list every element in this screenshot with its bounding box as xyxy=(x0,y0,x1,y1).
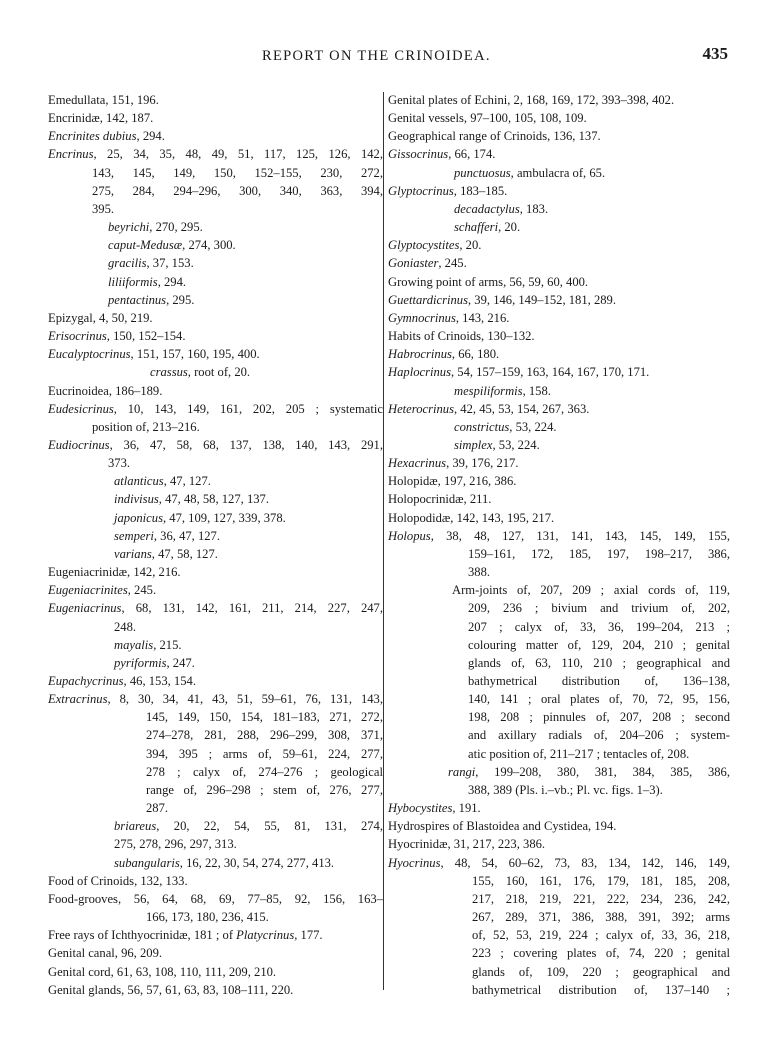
index-left-entry: liliiformis, 294. xyxy=(108,274,187,289)
index-right-entry: 217, 218, 219, 221, 222, 234, 236, 242, xyxy=(472,891,730,906)
index-left-entry: japonicus, 47, 109, 127, 339, 378. xyxy=(114,510,286,525)
index-left-entry: mayalis, 215. xyxy=(114,637,182,652)
index-left-entry: 394, 395 ; arms of, 59–61, 224, 277, xyxy=(146,746,383,761)
index-left-entry: 275, 284, 294–296, 300, 340, 363, 394, xyxy=(92,183,383,198)
index-right-entry: Holopidæ, 197, 216, 386. xyxy=(388,474,517,489)
index-left-entry: Genital glands, 56, 57, 61, 63, 83, 108–111, 220. xyxy=(48,982,294,997)
index-right-entry: Holopus, 38, 48, 127, 131, 141, 143, 145, 149, 155, xyxy=(388,528,730,543)
index-right-entry: schafferi, 20. xyxy=(454,220,521,235)
index-left-entry: crassus, root of, 20. xyxy=(150,365,251,380)
index-right-entry: and axillary radials of, 204–206 ; system- xyxy=(468,728,730,743)
index-left-entry: 287. xyxy=(146,801,169,816)
index-right-entry: bathymetrical distribution of, 136–138, xyxy=(468,674,730,688)
index-left-entry: Eugeniacrinites, 245. xyxy=(48,583,157,598)
index-left-entry: Free rays of Ichthyocrinidæ, 181 ; of Platycrinus, 177. xyxy=(48,928,323,943)
index-left-entry: Encrinidæ, 142, 187. xyxy=(48,111,154,126)
page-header xyxy=(0,42,776,66)
index-right-entry: Hexacrinus, 39, 176, 217. xyxy=(388,456,519,471)
index-right-entry: Genital vessels, 97–100, 105, 108, 109. xyxy=(388,111,587,126)
index-left-entry: 275, 278, 296, 297, 313. xyxy=(114,837,237,852)
index-left-entry: 248. xyxy=(114,619,137,634)
index-left-entry: range of, 296–298 ; stem of, 276, 277, xyxy=(146,782,383,797)
index-right-entry: glands of, 63, 110, 210 ; geographical and xyxy=(468,655,730,670)
index-right-entry: 267, 289, 371, 386, 388, 391, 392; arms xyxy=(472,910,730,925)
index-right-entry: glands of, 109, 220 ; geographical and xyxy=(472,964,730,979)
index-right-entry: Hyocrinidæ, 31, 217, 223, 386. xyxy=(388,837,546,852)
index-right-entry: Arm-joints of, 207, 209 ; axial cords of, 119, xyxy=(452,583,730,598)
index-left-entry: indivisus, 47, 48, 58, 127, 137. xyxy=(114,492,269,507)
index-left-entry: Extracrinus, 8, 30, 34, 41, 43, 51, 59–61, 76, 131, 143, xyxy=(48,692,383,707)
index-right-entry: bathymetrical distribution of, 137–140 ; xyxy=(472,982,730,997)
index-left-entry: Genital cord, 61, 63, 108, 110, 111, 209, 210. xyxy=(48,964,277,979)
index-left-entry: 166, 173, 180, 236, 415. xyxy=(146,910,269,925)
index-right-entry: Gymnocrinus, 143, 216. xyxy=(388,310,510,325)
index-right-entry: atic position of, 211–217 ; tentacles of, 208. xyxy=(468,746,690,761)
index-left-entry: 373. xyxy=(108,456,131,471)
index-right-entry: rangi, 199–208, 380, 381, 384, 385, 386, xyxy=(448,764,730,779)
index-left-entry: subangularis, 16, 22, 30, 54, 274, 277, 413. xyxy=(114,855,335,870)
index-left-entry: semperi, 36, 47, 127. xyxy=(114,528,220,543)
index-right-entry: Glyptocrinus, 183–185. xyxy=(388,183,508,198)
index-right-entry: Habits of Crinoids, 130–132. xyxy=(388,329,535,344)
index-left-entry: 143, 145, 149, 150, 152–155, 230, 272, xyxy=(92,165,383,180)
index-right-entry: Growing point of arms, 56, 59, 60, 400. xyxy=(388,274,589,289)
index-left-entry: gracilis, 37, 153. xyxy=(108,256,194,271)
index-right-entry: Goniaster, 245. xyxy=(388,256,467,271)
index-left-entry: 278 ; calyx of, 274–276 ; geological xyxy=(146,764,383,779)
index-right-entry: Geographical range of Crinoids, 136, 137. xyxy=(388,129,601,144)
index-column-left xyxy=(48,91,383,999)
index-right-entry: 223 ; covering plates of, 74, 220 ; genital xyxy=(472,946,730,961)
index-right-entry: Holopodidæ, 142, 143, 195, 217. xyxy=(388,510,555,525)
index-right-entry: 209, 236 ; bivium and trivium of, 202, xyxy=(468,601,730,616)
index-right-entry: Genital plates of Echini, 2, 168, 169, 172, 393–398, 402. xyxy=(388,93,675,107)
index-right-entry: Holopocrinidæ, 211. xyxy=(388,492,492,507)
index-left-entry: varians, 47, 58, 127. xyxy=(114,546,218,561)
index-right-entry: 155, 160, 161, 176, 179, 181, 185, 208, xyxy=(472,873,730,888)
index-right-entry: of, 52, 53, 219, 224 ; calyx of, 33, 36, 218, xyxy=(472,928,730,943)
index-right-entry: 159–161, 172, 185, 197, 198–217, 386, xyxy=(468,546,730,561)
index-right-entry: Glyptocystites, 20. xyxy=(388,238,482,253)
index-left-entry: 395. xyxy=(92,201,115,216)
running-title: REPORT ON THE CRINOIDEA. xyxy=(262,48,491,64)
index-right-entry: 140, 141 ; oral plates of, 70, 72, 95, 156, xyxy=(468,692,730,707)
index-left-entry: briareus, 20, 22, 54, 55, 81, 131, 274, xyxy=(114,819,383,834)
index-left-entry: Eucalyptocrinus, 151, 157, 160, 195, 400. xyxy=(48,347,260,362)
index-right-entry: Gissocrinus, 66, 174. xyxy=(388,147,496,162)
index-right-entry: 207 ; calyx of, 33, 36, 199–204, 213 ; xyxy=(468,619,730,634)
index-right-entry: Haplocrinus, 54, 157–159, 163, 164, 167, 170, 171. xyxy=(388,365,650,380)
index-right-entry: simplex, 53, 224. xyxy=(454,437,540,452)
index-right-entry: mespiliformis, 158. xyxy=(454,383,551,398)
index-right-entry: 388. xyxy=(468,565,491,580)
index-left-entry: Eupachycrinus, 46, 153, 154. xyxy=(48,674,196,688)
index-left-entry: Encrinites dubius, 294. xyxy=(48,129,165,144)
index-left-entry: beyrichi, 270, 295. xyxy=(108,220,203,235)
index-right-entry: decadactylus, 183. xyxy=(454,201,549,216)
index-right-entry: Habrocrinus, 66, 180. xyxy=(388,347,500,362)
index-left-entry: Erisocrinus, 150, 152–154. xyxy=(48,329,186,344)
index-left-entry: Epizygal, 4, 50, 219. xyxy=(48,310,153,325)
index-right-entry: 198, 208 ; pinnules of, 207, 208 ; second xyxy=(468,710,730,725)
column-divider xyxy=(383,92,384,990)
index-left-entry: caput-Medusæ, 274, 300. xyxy=(108,238,236,253)
index-left-entry: Food of Crinoids, 132, 133. xyxy=(48,873,188,888)
index-right-entry: Guettardicrinus, 39, 146, 149–152, 181, 289. xyxy=(388,292,616,307)
index-right-entry: colouring matter of, 129, 204, 210 ; genital xyxy=(468,637,730,652)
index-column-right xyxy=(388,91,730,999)
index-right-entry: 388, 389 (Pls. i.–vb.; Pl. vc. figs. 1–3). xyxy=(468,782,663,797)
index-right-entry: constrictus, 53, 224. xyxy=(454,419,557,434)
index-left-entry: Emedullata, 151, 196. xyxy=(48,93,159,107)
index-left-entry: 274–278, 281, 288, 296–299, 308, 371, xyxy=(146,728,383,743)
index-right-entry: Heterocrinus, 42, 45, 53, 154, 267, 363. xyxy=(388,401,590,416)
index-left-entry: Eugeniacrinidæ, 142, 216. xyxy=(48,565,181,580)
index-left-entry: Eudesicrinus, 10, 143, 149, 161, 202, 205 ; systematic xyxy=(48,401,383,416)
index-left-entry: Genital canal, 96, 209. xyxy=(48,946,163,961)
index-left-entry: Eucrinoidea, 186–189. xyxy=(48,383,163,398)
index-left-entry: Eugeniacrinus, 68, 131, 142, 161, 211, 214, 227, 247, xyxy=(48,601,383,616)
index-right-entry: Hydrospires of Blastoidea and Cystidea, 194. xyxy=(388,819,617,834)
index-left-entry: pentactinus, 295. xyxy=(108,292,195,307)
index-right-entry: Hyocrinus, 48, 54, 60–62, 73, 83, 134, 142, 146, 149, xyxy=(388,855,730,870)
index-left-entry: atlanticus, 47, 127. xyxy=(114,474,211,489)
index-left-entry: Encrinus, 25, 34, 35, 48, 49, 51, 117, 125, 126, 142, xyxy=(48,147,383,162)
index-left-entry: Eudiocrinus, 36, 47, 58, 68, 137, 138, 140, 143, 291, xyxy=(48,437,383,452)
index-left-entry: pyriformis, 247. xyxy=(114,655,195,670)
page-number: 435 xyxy=(702,44,728,63)
index-right-entry: punctuosus, ambulacra of, 65. xyxy=(454,165,606,180)
index-right-entry: Hybocystites, 191. xyxy=(388,801,481,816)
index-left-entry: position of, 213–216. xyxy=(92,419,200,434)
index-left-entry: 145, 149, 150, 154, 181–183, 271, 272, xyxy=(146,710,383,725)
index-left-entry: Food-grooves, 56, 64, 68, 69, 77–85, 92, 156, 163– xyxy=(48,891,383,906)
